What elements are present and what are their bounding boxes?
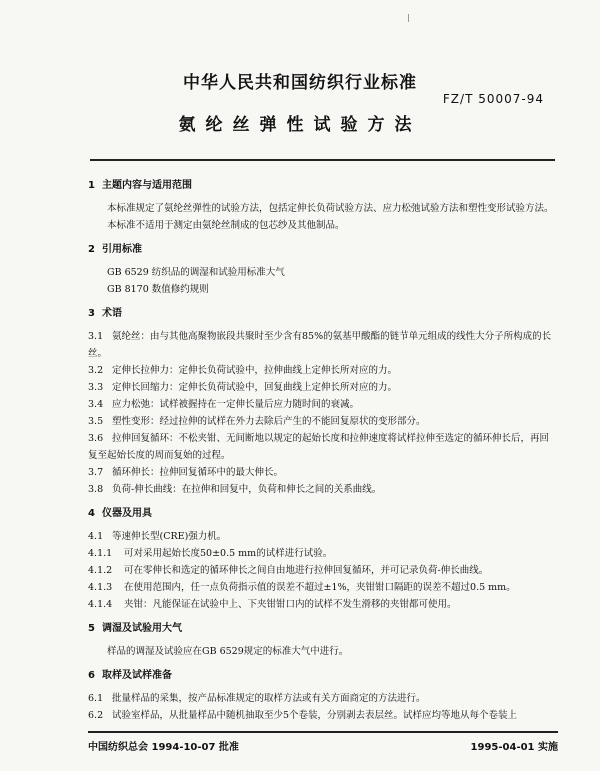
clause: 4.1.2 可在零伸长和选定的循环伸长之间自由地进行拉伸回复循环，并可记录负荷-伸长曲线。	[88, 565, 489, 576]
paragraph: 样品的调湿及试验应在GB 6529规定的标准大气中进行。	[107, 646, 349, 657]
clause: 4.1.1 可对采用起始长度50±0.5 mm的试样进行试验。	[88, 548, 333, 559]
standard-code: FZ/T 50007-94	[442, 92, 544, 106]
section-2	[88, 241, 558, 298]
clause: 3.8 负荷-伸长曲线：在拉伸和回复中，负荷和伸长之间的关系曲线。	[88, 484, 382, 495]
clause: 6.2 试验室样品，从批量样品中随机抽取至少5个卷装，分别剥去表层丝。试样应均等地从每个卷装上	[88, 710, 518, 721]
clause: 3.2 定伸长拉伸力：定伸长负荷试验中，拉伸曲线上定伸长所对应的力。	[88, 365, 398, 376]
paragraph: 本标准规定了氨纶丝弹性的试验方法，包括定伸长负荷试验方法、应力松弛试验方法和塑性变形试验方法。	[107, 203, 554, 214]
scan-mark	[408, 14, 409, 22]
approval-date: 中国纺织总会 1994-10-07 批准	[88, 742, 239, 753]
clause: 6.1 批量样品的采集，按产品标准规定的取样方法或有关方面商定的方法进行。	[88, 693, 426, 704]
paragraph: 本标准不适用于测定由氨纶丝制成的包芯纱及其他制品。	[107, 220, 345, 231]
clause: 3.3 定伸长回缩力：定伸长负荷试验中，回复曲线上定伸长所对应的力。	[88, 382, 398, 393]
section-heading: 1 主题内容与适用范围	[88, 180, 192, 191]
header-divider	[90, 159, 555, 161]
clause: 4.1 等速伸长型(CRE)强力机。	[88, 531, 227, 542]
reference-item: GB 8170 数值修约规则	[107, 284, 209, 295]
document-title: 氨纶丝弹性试验方法	[178, 115, 422, 135]
section-3	[88, 305, 558, 498]
section-4	[88, 505, 558, 613]
section-heading: 3 术语	[88, 308, 122, 319]
reference-item: GB 6529 纺织品的调湿和试验用标准大气	[107, 267, 285, 278]
document-body	[88, 177, 558, 731]
section-1	[88, 177, 558, 234]
footer-divider	[88, 731, 558, 733]
clause: 3.7 循环伸长：拉伸回复循环中的最大伸长。	[88, 467, 284, 478]
effective-date: 1995-04-01 实施	[470, 742, 558, 753]
clause: 3.6 拉伸回复循环：不松夹钳、无间断地以规定的起始长度和拉伸速度将试样拉伸至选定的循环伸长后，再回复至起始长度的周而复始的过程。	[88, 433, 550, 461]
issuing-organization: 中华人民共和国纺织行业标准	[183, 73, 417, 93]
section-heading: 5 调湿及试验用大气	[88, 623, 182, 634]
clause: 3.4 应力松弛：试样被握持在一定伸长量后应力随时间的衰减。	[88, 399, 360, 410]
section-heading: 2 引用标准	[88, 244, 142, 255]
clause: 3.5 塑性变形：经过拉伸的试样在外力去除后产生的不能回复原状的变形部分。	[88, 416, 426, 427]
clause: 3.1 氨纶丝：由与其他高聚物嵌段共聚时至少含有85%的氨基甲酸酯的链节单元组成的线性大分子所构成的长丝。	[88, 331, 552, 359]
section-heading: 6 取样及试样准备	[88, 670, 172, 681]
clause: 4.1.4 夹钳：凡能保证在试验中上、下夹钳钳口内的试样不发生滑移的夹钳都可使用。	[88, 599, 457, 610]
section-heading: 4 仪器及用具	[88, 508, 152, 519]
clause: 4.1.3 在使用范围内，任一点负荷指示值的误差不超过±1%，夹钳钳口隔距的误差不超过0.5 mm。	[88, 582, 516, 593]
section-5	[88, 620, 558, 660]
section-6	[88, 667, 558, 724]
